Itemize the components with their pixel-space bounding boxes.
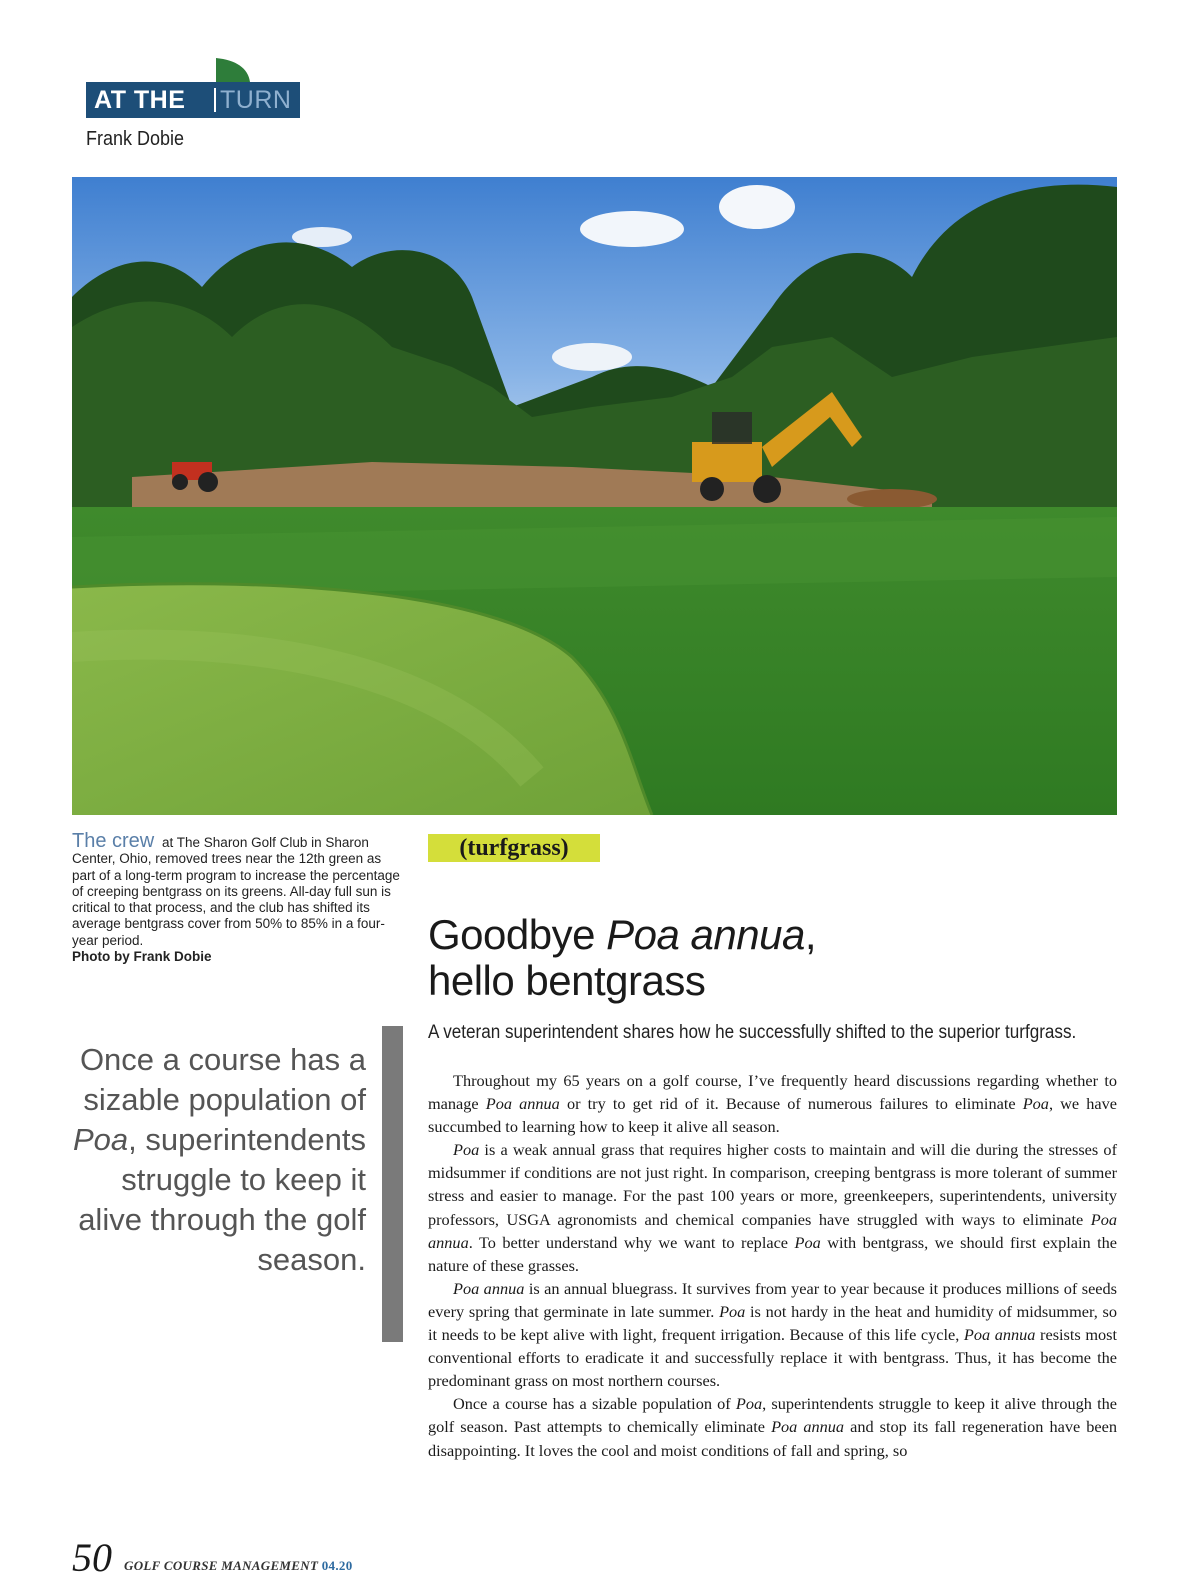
p2-italic-3: Poa <box>794 1232 821 1252</box>
caption-credit: Photo by Frank Dobie <box>72 949 212 965</box>
p2-italic-1: Poa <box>453 1140 480 1160</box>
headline-line2: hello bentgrass <box>428 957 706 1004</box>
p3-italic-1: Poa annua <box>453 1278 525 1298</box>
p4-italic-2: Poa annua <box>771 1417 845 1437</box>
golf-course-photo <box>72 177 1117 815</box>
p2-text-b: . To better understand why we want to replace <box>468 1232 795 1252</box>
column-header-turn: TURN <box>220 86 292 114</box>
p3-italic-3: Poa annua <box>963 1325 1036 1345</box>
p1-italic-2: Poa <box>1022 1094 1049 1114</box>
p1-text-b: or try to get rid of it. Because of numerous failures to eliminate <box>559 1094 1023 1114</box>
golf-flag-icon <box>216 58 250 82</box>
pullquote-before: Once a course has a sizable population of <box>79 1042 366 1117</box>
p3-text-a: is an annual bluegrass. It survives from year to year because it produces millions of seeds every spring that germinate in late summer. <box>428 1278 1117 1321</box>
column-header-at-the: AT THE <box>94 86 186 114</box>
p3-italic-2: Poa <box>719 1301 746 1321</box>
p2-text-c: with bentgrass, we should first explain the nature of these grasses. <box>428 1232 1117 1275</box>
article-body <box>428 1069 1117 1462</box>
p4-text-a: Once a course has a sizable population of <box>453 1394 736 1414</box>
p2-text-a: is a weak annual grass that requires higher costs to maintain and will die during the stresses of midsummer if conditions are not just right. In comparison, creeping bentgrass is more tolerant of summer stress and easier to manage. For the past 100 years or more, greenkeepers, superintendents, university professors, USGA agronomists and chemical companies have struggled with ways to eliminate <box>428 1140 1117 1229</box>
pull-quote-bar <box>382 1026 403 1342</box>
p1-italic-1: Poa annua <box>485 1094 560 1114</box>
column-header <box>86 58 306 120</box>
column-header-divider <box>214 88 216 112</box>
p4-text-c: and stop its fall regeneration have been disappointing. It loves the cool and moist conditions of fall and spring, so <box>428 1417 1118 1460</box>
pullquote-after: , superintendents struggle to keep it alive through the golf season. <box>78 1122 366 1277</box>
publication-footer <box>124 1558 353 1574</box>
body-paragraph-3 <box>428 1277 1117 1392</box>
p1-text-c: , we have succumbed to learning how to keep it alive all season. <box>428 1094 1118 1137</box>
headline-italic: Poa annua <box>606 911 805 958</box>
p1-text-a: Throughout my 65 years on a golf course, I’ve frequently heard discussions regarding whether to manage <box>428 1071 1117 1114</box>
issue-date: 04.20 <box>321 1558 353 1573</box>
pull-quote <box>72 1040 366 1280</box>
headline-part1: Goodbye <box>428 911 607 958</box>
publication-name: GOLF COURSE MANAGEMENT <box>124 1558 319 1573</box>
body-paragraph-2 <box>428 1138 1117 1277</box>
body-paragraph-1 <box>428 1069 1117 1138</box>
p2-italic-2: Poa annua <box>428 1209 1117 1252</box>
section-tag: (turfgrass) <box>428 834 600 862</box>
dek: A veteran superintendent shares how he successfully shifted to the superior turfgrass. <box>428 1022 1077 1043</box>
p4-text-b: , superintendents struggle to keep it alive through the golf season. Past attempts to chemically eliminate <box>428 1394 1117 1437</box>
byline: Frank Dobie <box>86 128 185 150</box>
photo-caption <box>72 830 402 965</box>
body-paragraph-4 <box>428 1392 1117 1461</box>
pullquote-italic: Poa <box>73 1122 129 1157</box>
p3-text-c: resists most conventional efforts to eradicate it and successfully replace it with bentgrass. Thus, it has become the predominant grass on most northern courses. <box>428 1325 1118 1391</box>
caption-text: at The Sharon Golf Club in Sharon Center, Ohio, removed trees near the 12th green as part of a long-term program to increase the percentage of creeping bentgrass on its greens. All-day full sun is critical to that process, and the club has shifted its average bentgrass cover from 50% to 85% in a four-year period. <box>72 835 400 948</box>
p3-text-b: is not hardy in the heat and humidity of midsummer, so it needs to be kept alive with light, frequent irrigation. Because of this life cycle, <box>428 1301 1117 1345</box>
p4-italic-1: Poa <box>735 1394 763 1414</box>
caption-lead: The crew <box>72 830 155 852</box>
headline-part2: , <box>804 911 817 958</box>
headline <box>428 912 1128 1004</box>
page-number: 50 <box>72 1535 112 1580</box>
